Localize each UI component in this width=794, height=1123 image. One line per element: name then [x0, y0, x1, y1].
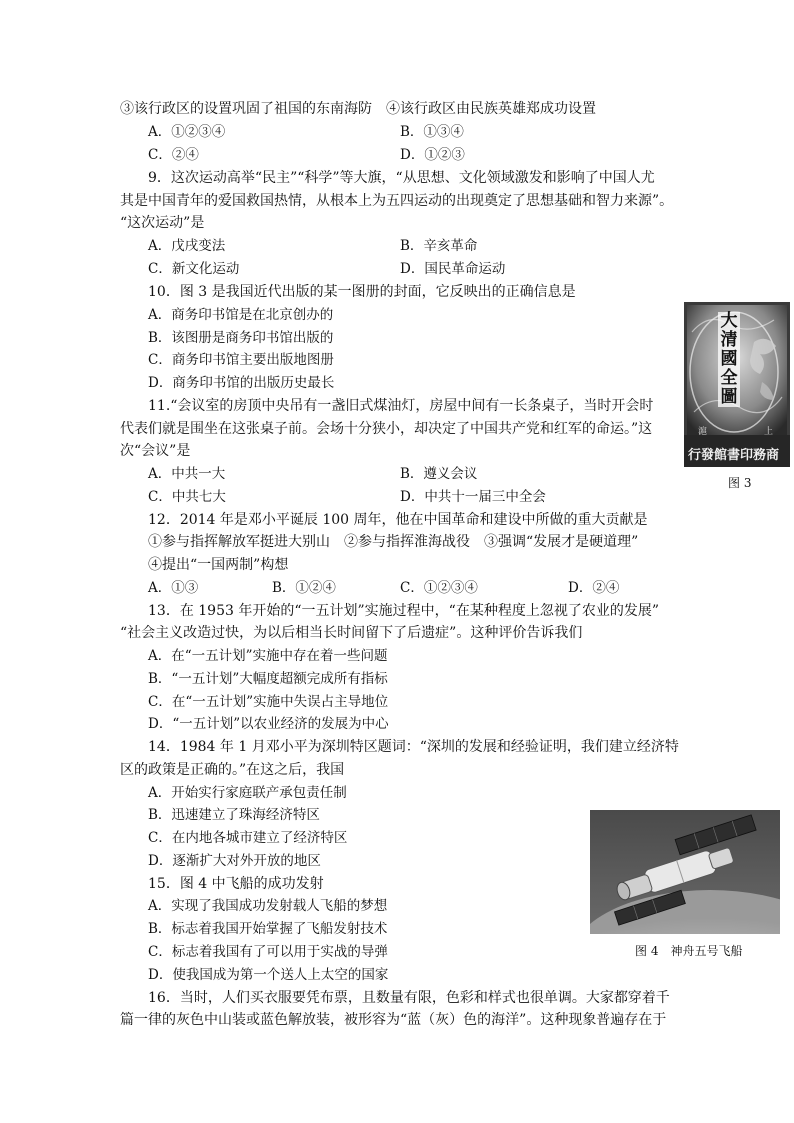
q12-option-c: C．①②③④: [400, 580, 478, 596]
q12-option-d: D．②④: [568, 580, 620, 596]
q9-option-b: B．辛亥革命: [400, 238, 478, 254]
q12-stem-line1: 12．2014 年是邓小平诞辰 100 周年，他在中国革命和建设中所做的重大贡献是: [148, 512, 648, 528]
q9-stem-line2: 其是中国青年的爱国救国热情，从根本上为五四运动的出现奠定了思想基础和智力来源”。: [120, 193, 674, 209]
q13-stem-line1: 13．在 1953 年开始的“一五计划”实施过程中，“在某种程度上忽视了农业的发展”: [148, 603, 659, 619]
cover-place-right: 上: [764, 427, 774, 437]
q8-option-c: C．②④: [148, 147, 199, 163]
figure-4-spacecraft-image: [590, 810, 780, 934]
q15-option-a: A．实现了我国成功发射载人飞船的梦想: [148, 898, 388, 914]
cover-title-vertical: 大清國全圖: [718, 312, 740, 407]
q12-stem-line3: ④提出“一国两制”构想: [148, 557, 289, 573]
q16-stem-line1: 16．当时，人们买衣服要凭布票，且数量有限，色彩和样式也很单调。大家都穿着千: [148, 990, 670, 1006]
q13-option-d: D．“一五计划”以农业经济的发展为中心: [148, 716, 389, 732]
q10-option-c: C．商务印书馆主要出版地图册: [148, 352, 334, 368]
q14-option-c: C．在内地各城市建立了经济特区: [148, 830, 348, 846]
q9-stem-line1: 9．这次运动高举“民主”“科学”等大旗，“从思想、文化领域激发和影响了中国人尤: [148, 170, 655, 186]
q16-stem-line2: 篇一律的灰色中山装或蓝色解放装，被形容为“蓝（灰）色的海洋”。这种现象普遍存在于: [120, 1012, 667, 1028]
q8-option-d: D．①②③: [400, 147, 465, 163]
figure-3-cover-image: [684, 302, 790, 467]
q9-stem-line3: “这次运动”是: [120, 215, 205, 231]
q12-option-b: B．①②④: [272, 580, 336, 596]
q9-option-a: A．戊戌变法: [148, 238, 226, 254]
q10-option-b: B．该图册是商务印书馆出版的: [148, 330, 334, 346]
q13-option-a: A．在“一五计划”实施中存在着一些问题: [148, 648, 388, 664]
q15-option-d: D．使我国成为第一个送人上太空的国家: [148, 967, 389, 983]
q12-stem-line2: ①参与指挥解放军挺进大别山 ②参与指挥淮海战役 ③强调“发展才是硬道理”: [148, 534, 639, 550]
q14-option-b: B．迅速建立了珠海经济特区: [148, 807, 320, 823]
q15-stem: 15．图 4 中飞船的成功发射: [148, 876, 324, 892]
q9-option-c: C．新文化运动: [148, 261, 240, 277]
q8-option-a: A．①②③④: [148, 124, 226, 140]
q11-option-c: C．中共七大: [148, 489, 226, 505]
spacecraft-photo-art: [590, 810, 780, 934]
q9-option-d: D．国民革命运动: [400, 261, 506, 277]
q10-option-d: D．商务印书馆的出版历史最长: [148, 375, 335, 391]
cover-place-left: 滬: [698, 427, 708, 437]
q11-option-b: B．遵义会议: [400, 466, 478, 482]
q14-stem-line2: 区的政策是正确的。”在这之后，我国: [120, 762, 345, 778]
q14-option-d: D．逐渐扩大对外开放的地区: [148, 853, 321, 869]
figure-4-caption: 图 4 神舟五号飞船: [635, 944, 743, 958]
q11-stem-line1: 11.“会议室的房顶中央吊有一盏旧式煤油灯，房屋中间有一长条桌子，当时开会时: [148, 398, 654, 414]
q13-option-c: C．在“一五计划”实施中失误占主导地位: [148, 694, 389, 710]
q10-stem: 10．图 3 是我国近代出版的某一图册的封面，它反映出的正确信息是: [148, 284, 576, 300]
q14-option-a: A．开始实行家庭联产承包责任制: [148, 785, 347, 801]
q11-stem-line3: 次“会议”是: [120, 443, 191, 459]
q12-option-a: A．①③: [148, 580, 199, 596]
q14-stem-line1: 14．1984 年 1 月邓小平为深圳特区题词：“深圳的发展和经验证明，我们建立经济特: [148, 739, 679, 755]
figure-3-caption: 图 3: [728, 476, 752, 490]
q10-option-a: A．商务印书馆是在北京创办的: [148, 307, 334, 323]
q11-stem-line2: 代表们就是围坐在这张桌子前。会场十分狭小，却决定了中国共产党和红军的命运。”这: [120, 421, 653, 437]
q13-stem-line2: “社会主义改造过快，为以后相当长时间留下了后遗症”。这种评价告诉我们: [120, 625, 583, 641]
q11-option-d: D．中共十一届三中全会: [400, 489, 546, 505]
q15-option-c: C．标志着我国有了可以用于实战的导弹: [148, 944, 388, 960]
q8-stem: ③该行政区的设置巩固了祖国的东南海防 ④该行政区由民族英雄郑成功设置: [120, 101, 596, 117]
q11-option-a: A．中共一大: [148, 466, 226, 482]
q13-option-b: B．“一五计划”大幅度超额完成所有指标: [148, 671, 388, 687]
q8-option-b: B．①③④: [400, 124, 464, 140]
cover-publisher: 行發館書印務商: [688, 448, 780, 463]
q15-option-b: B．标志着我国开始掌握了飞船发射技术: [148, 921, 388, 937]
